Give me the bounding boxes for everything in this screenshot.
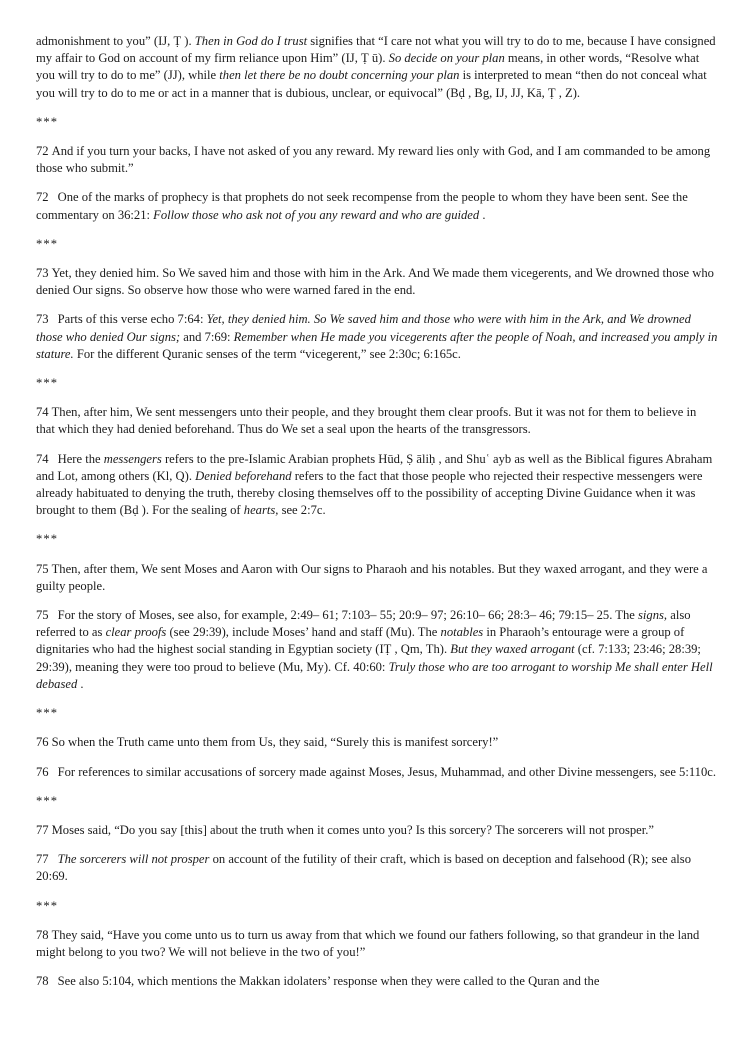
quoted-scripture-text: But they waxed arrogant [450, 642, 575, 657]
verse-number: 74 [36, 405, 49, 420]
body-text: (see 29:39), include Moses’ hand and staff (Mu). The [166, 625, 441, 640]
commentary-number: 75 [36, 608, 49, 623]
section-divider: *** [36, 898, 59, 913]
quoted-scripture-text: Remember when He made you vicegerents after the people of Noah, and increased you amply in stature. [36, 329, 718, 361]
commentary-paragraph [36, 764, 718, 781]
quoted-scripture-text: hearts, [243, 503, 279, 518]
verse-paragraph [36, 734, 718, 751]
quoted-scripture-text: The sorcerers will not prosper [57, 852, 210, 867]
commentary-paragraph [36, 311, 718, 363]
commentary-paragraph [36, 451, 718, 520]
body-text: see 2:7c. [278, 503, 326, 518]
verse-paragraph [36, 927, 718, 961]
commentary-number: 72 [36, 190, 49, 205]
body-text: For the story of Moses, see also, for example, 2:49– 61; 7:103– 55; 20:9– 97; 26:10– 66; 28:3– 46; 79:15– 25. The [57, 608, 639, 623]
verse-paragraph [36, 143, 718, 177]
body-text: So when the Truth came unto them from Us, they said, “Surely this is manifest sorcery!” [51, 735, 499, 750]
quoted-scripture-text: clear proofs [105, 625, 167, 640]
commentary-paragraph [36, 607, 718, 693]
body-text: For the different Quranic senses of the term “vicegerent,” see 2:30c; 6:165c. [73, 346, 461, 361]
verse-paragraph [36, 561, 718, 595]
commentary-number: 74 [36, 451, 49, 466]
commentary-number: 73 [36, 312, 49, 327]
body-text: Here the [57, 451, 104, 466]
body-text: signifies that “I care not what you will try to do to me, because I have consigned my affair to God on account of my firm reliance upon Him” (IJ, Ṭ ū). [36, 34, 716, 66]
verse-number: 78 [36, 927, 49, 942]
quoted-scripture-text: Truly those who are too arrogant to worship Me shall enter Hell debased [36, 659, 713, 691]
quoted-scripture-text: So decide on your plan [388, 51, 505, 66]
section-divider: *** [36, 793, 59, 808]
commentary-paragraph [36, 973, 718, 990]
section-divider: *** [36, 532, 59, 547]
section-divider: *** [36, 376, 59, 391]
quoted-scripture-text: Then in God do I trust [194, 34, 308, 48]
commentary-number: 77 [36, 852, 49, 867]
verse-number: 75 [36, 561, 49, 576]
body-text: Yet, they denied him. So We saved him and those with him in the Ark. And We made them vicegerents, and We drowned those who denied Our signs. So observe how those who were warned fared in the end. [36, 266, 714, 298]
commentary-paragraph [36, 33, 718, 102]
quoted-scripture-text: Denied beforehand [195, 468, 292, 483]
commentary-number: 76 [36, 764, 49, 779]
commentary-paragraph [36, 189, 718, 223]
body-text: For references to similar accusations of sorcery made against Moses, Jesus, Muhammad, and other Divine messengers, see 5:110c. [57, 764, 717, 779]
body-text: Moses said, “Do you say [this] about the truth when it comes unto you? Is this sorcery? The sorcerers will not prosper.” [51, 822, 654, 837]
section-divider: *** [36, 236, 59, 251]
body-text: also referred to as [36, 608, 691, 640]
body-text: admonishment to you” (IJ, Ṭ ). [36, 34, 195, 48]
body-text: See also 5:104, which mentions the Makkan idolaters’ response when they were called to the Quran and the [57, 974, 600, 989]
section-divider: *** [36, 114, 59, 129]
body-text: Parts of this verse echo 7:64: [57, 312, 207, 327]
body-text: means, in other words, “Resolve what you will try to do to me” (JJ), while [36, 51, 700, 83]
verse-number: 77 [36, 822, 49, 837]
body-text: Then, after them, We sent Moses and Aaron with Our signs to Pharaoh and his notables. But they waxed arrogant, and they were a guilty people. [36, 561, 708, 593]
body-text: refers to the pre-Islamic Arabian prophets Hūd, Ṣ āliḥ , and Shuʿ ayb as well as the Biblical figures Abraham and Lot, among others (Kl, Q). [36, 451, 713, 483]
body-text: One of the marks of prophecy is that prophets do not seek recompense from the people to whom they have been sent. See the commentary on 36:21: [36, 190, 688, 222]
quoted-scripture-text: Follow those who ask not of you any reward and who are guided [153, 207, 480, 222]
body-text: And if you turn your backs, I have not asked of you any reward. My reward lies only with God, and I am commanded to be among those who submit.” [36, 144, 711, 176]
body-text: and 7:69: [180, 329, 234, 344]
verse-paragraph [36, 822, 718, 839]
body-text: in Pharaoh’s entourage were a group of dignitaries who had the highest social standing in Egyptian society (IṬ , Qm, Th). [36, 625, 685, 657]
verse-number: 73 [36, 266, 49, 281]
commentary-paragraph [36, 851, 718, 885]
body-text: (cf. 7:133; 23:46; 28:39; 29:39), meaning they were too proud to believe (Mu, My). Cf. 40:60: [36, 642, 701, 674]
section-divider: *** [36, 706, 59, 721]
quoted-scripture-text: messengers [103, 451, 162, 466]
quoted-scripture-text: then let there be no doubt concerning your plan [219, 68, 460, 83]
quoted-scripture-text: notables [440, 625, 484, 640]
body-text: on account of the futility of their craft, which is based on deception and falsehood (R); see also 20:69. [36, 852, 691, 884]
quoted-scripture-text: Yet, they denied him. So We saved him and those who were with him in the Ark, and We drowned those who denied Our signs; [36, 312, 691, 344]
body-text: . [479, 207, 486, 222]
verse-number: 76 [36, 735, 49, 750]
verse-number: 72 [36, 144, 49, 159]
verse-paragraph [36, 265, 718, 299]
commentary-number: 78 [36, 974, 49, 989]
body-text: refers to the fact that those people who rejected their respective messengers were already habituated to denying the truth, thereby closing themselves off to the possibility of accepting Divine Guidance when it was brought to them (Bḍ ). For the sealing of [36, 468, 703, 518]
body-text: They said, “Have you come unto us to turn us away from that which we found our fathers following, so that grandeur in the land might belong to you two? We will not believe in the two of you!” [36, 927, 700, 959]
verse-paragraph [36, 404, 718, 438]
page-content [36, 33, 718, 990]
quoted-scripture-text: signs, [638, 608, 668, 623]
body-text: is interpreted to mean “then do not conceal what you will try to do to me or act in a manner that is dubious, unclear, or equivocal” (Bḍ , Bg, IJ, JJ, Kā, Ṭ , Z). [36, 68, 707, 100]
body-text: . [77, 676, 84, 691]
body-text: Then, after him, We sent messengers unto their people, and they brought them clear proofs. But it was not for them to believe in that which they had denied beforehand. Thus do We set a seal upon the hearts of the transgressors. [36, 405, 697, 437]
